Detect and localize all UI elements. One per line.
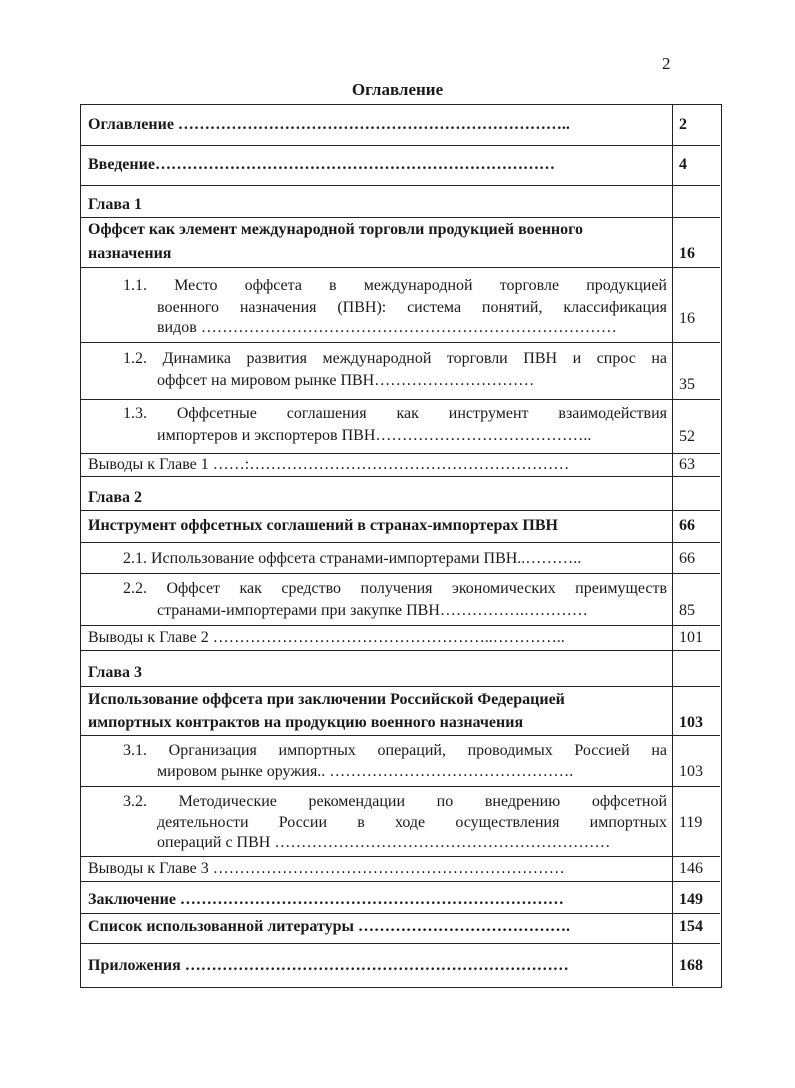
toc-row-2-1 <box>81 543 720 574</box>
toc-row-3-1 <box>81 736 720 787</box>
section-1-1-line1: 1.1. Место оффсета в международной торговле продукцией <box>123 277 667 294</box>
toc-row-ch1-title <box>81 218 720 268</box>
toc-label-contents: Оглавление ……………………………………………………………….. <box>88 116 570 133</box>
chapter-2-heading: Глава 2 <box>88 489 142 506</box>
section-3-1-line2: мировом рынке оружия.. ………………………………………. <box>157 763 574 780</box>
toc-row-ch3-conclusions <box>81 857 720 882</box>
toc-row-contents <box>81 105 720 146</box>
toc-row-ch3-heading <box>81 651 720 687</box>
section-1-2-line1: 1.2. Динамика развития международной торговли ПВН и спрос на <box>123 350 667 367</box>
chapter-3-title-line1: Использование оффсета при заключении Российской Федерацией <box>88 691 565 708</box>
section-1-3-page: 52 <box>679 428 695 445</box>
toc-row-appendices <box>81 944 720 986</box>
section-3-2-page: 119 <box>679 814 703 831</box>
chapter-3-heading: Глава 3 <box>88 664 142 681</box>
chapter-1-conclusions-page: 63 <box>679 456 695 473</box>
toc-row-ch1-heading <box>81 186 720 218</box>
chapter-1-title-line2: назначения <box>88 245 172 262</box>
chapter-1-heading: Глава 1 <box>88 196 142 213</box>
toc-row-2-2 <box>81 574 720 626</box>
toc-row-ch1-conclusions <box>81 454 720 477</box>
chapter-3-conclusions-page: 146 <box>679 860 703 877</box>
toc-page-contents: 2 <box>679 116 687 133</box>
section-1-1-page: 16 <box>679 310 695 327</box>
toc-page-conclusion: 149 <box>679 891 703 908</box>
section-1-2-line2: оффсет на мировом рынке ПВН………………………… <box>157 372 535 389</box>
section-3-1-line1: 3.1. Организация импортных операций, проводимых Россией на <box>123 742 667 759</box>
toc-row-1-3 <box>81 400 720 454</box>
toc-row-intro <box>81 146 720 186</box>
section-2-2-line1: 2.2. Оффсет как средство получения экономических преимуществ <box>123 580 667 597</box>
page-number: 2 <box>662 54 671 73</box>
section-3-2-line1: 3.2. Методические рекомендации по внедрению оффсетной <box>123 793 667 810</box>
section-2-1-page: 66 <box>679 550 695 567</box>
chapter-1-page: 16 <box>679 245 695 262</box>
section-3-1-page: 103 <box>679 763 703 780</box>
page-title: Оглавление <box>351 80 444 99</box>
section-2-2-line2: странами-импортерами при закупке ПВН…………….………… <box>157 602 588 619</box>
chapter-3-page: 103 <box>679 714 703 731</box>
section-1-1-line2: военного назначения (ПВН): система понятий, классификация <box>157 299 667 316</box>
toc-page-references: 154 <box>679 918 703 935</box>
chapter-1-conclusions: Выводы к Главе 1 ……:…………………………………………………… <box>88 456 570 473</box>
chapter-1-title-line1: Оффсет как элемент международной торговли продукцией военного <box>88 221 584 238</box>
toc-row-3-2 <box>81 787 720 857</box>
toc-page-intro: 4 <box>679 156 687 173</box>
chapter-2-title-line1: Инструмент оффсетных соглашений в странах-импортерах ПВН <box>88 517 558 534</box>
toc-row-ch2-title <box>81 511 720 543</box>
toc-table <box>80 104 722 988</box>
section-1-3-line1: 1.3. Оффсетные соглашения как инструмент взаимодействия <box>123 405 667 422</box>
toc-label-intro: Введение………………………………………………………………… <box>88 156 555 173</box>
section-1-3-line2: импортеров и экспортеров ПВН………………………………….. <box>157 427 592 444</box>
section-3-2-line2: деятельности России в ходе осуществления импортных <box>157 814 667 831</box>
toc-label-conclusion: Заключение ……………………………………………………………… <box>88 891 564 908</box>
toc-label-appendices: Приложения ……………………………………………………………… <box>88 957 569 974</box>
toc-row-conclusion <box>81 882 720 914</box>
toc-row-1-2 <box>81 343 720 400</box>
chapter-3-conclusions: Выводы к Главе 3 ………………………………………………………… <box>88 860 565 877</box>
section-1-2-page: 35 <box>679 376 695 393</box>
chapter-2-conclusions: Выводы к Главе 2 ……………………………………………..………….. <box>88 629 565 646</box>
toc-row-ch2-conclusions <box>81 626 720 651</box>
section-2-2-page: 85 <box>679 602 695 619</box>
toc-row-ch3-title <box>81 687 720 736</box>
chapter-2-conclusions-page: 101 <box>679 629 703 646</box>
toc-label-references: Список использованной литературы …………………………………. <box>88 918 570 935</box>
toc-row-1-1 <box>81 268 720 343</box>
chapter-3-title-line2: импортных контрактов на продукцию военного назначения <box>88 714 524 731</box>
section-3-2-line3: операций с ПВН ……………………………………………………… <box>157 834 611 851</box>
chapter-2-page: 66 <box>679 517 695 534</box>
section-2-1-line1: 2.1. Использование оффсета странами-импортерами ПВН..……….. <box>123 550 582 567</box>
toc-row-ch2-heading <box>81 477 720 511</box>
section-1-1-line3: видов …………………………………………………………………… <box>157 319 617 336</box>
toc-page-appendices: 168 <box>679 957 703 974</box>
toc-row-references <box>81 914 720 944</box>
